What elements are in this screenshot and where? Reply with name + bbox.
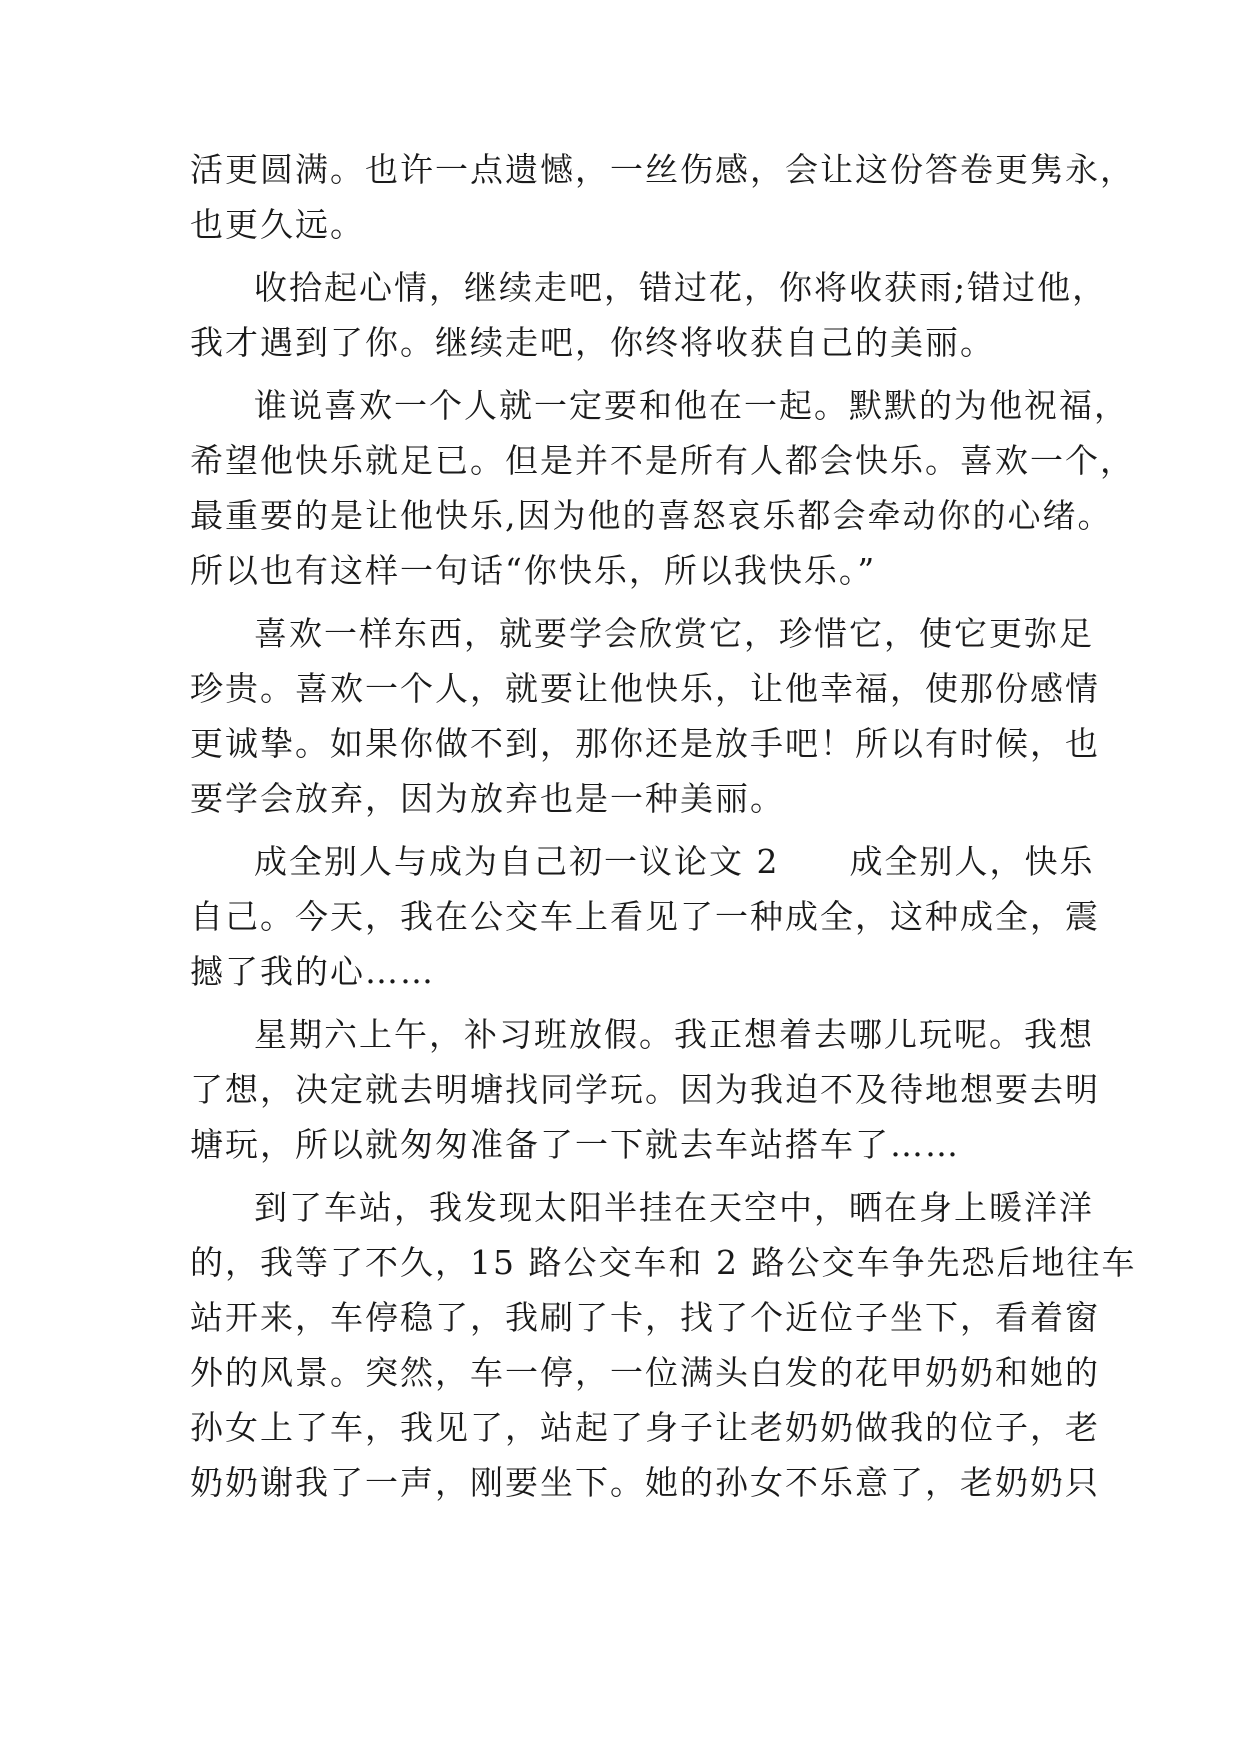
text-line: 站开来，车停稳了，我刷了卡，找了个近位子坐下，看着窗	[190, 1298, 1100, 1337]
text-line: 收拾起心情，继续走吧，错过花，你将收获雨;错过他，	[254, 268, 1108, 307]
text-line: 活更圆满。也许一点遗憾，一丝伤感，会让这份答卷更隽永，	[190, 150, 1135, 189]
text-line: 奶奶谢我了一声，刚要坐下。她的孙女不乐意了，老奶奶只	[190, 1463, 1100, 1502]
text-line: 最重要的是让他快乐,因为他的喜怒哀乐都会牵动你的心绪。	[190, 496, 1113, 535]
text-line: 塘玩，所以就匆匆准备了一下就去车站搭车了……	[190, 1125, 960, 1164]
text-line: 也更久远。	[190, 205, 365, 244]
text-line: 撼了我的心……	[190, 952, 435, 991]
text-line: 星期六上午，补习班放假。我正想着去哪儿玩呢。我想	[254, 1015, 1094, 1054]
text-line: 自己。今天，我在公交车上看见了一种成全，这种成全，震	[190, 897, 1100, 936]
text-line: 谁说喜欢一个人就一定要和他在一起。默默的为他祝福，	[254, 386, 1129, 425]
text-line: 要学会放弃，因为放弃也是一种美丽。	[190, 779, 785, 818]
text-line: 所以也有这样一句话“你快乐，所以我快乐。”	[190, 551, 877, 590]
text-line: 孙女上了车，我见了，站起了身子让老奶奶做我的位子，老	[190, 1408, 1100, 1447]
text-line: 成全别人与成为自己初一议论文 2 成全别人，快乐	[254, 842, 1095, 881]
text-line: 珍贵。喜欢一个人，就要让他快乐，让他幸福，使那份感情	[190, 669, 1100, 708]
text-line: 希望他快乐就足已。但是并不是所有人都会快乐。喜欢一个，	[190, 441, 1135, 480]
text-line: 喜欢一样东西，就要学会欣赏它，珍惜它，使它更弥足	[254, 614, 1094, 653]
text-line: 更诚挚。如果你做不到，那你还是放手吧！所以有时候，也	[190, 724, 1100, 763]
text-line: 到了车站，我发现太阳半挂在天空中，晒在身上暖洋洋	[254, 1188, 1094, 1227]
text-line: 了想，决定就去明塘找同学玩。因为我迫不及待地想要去明	[190, 1070, 1100, 1109]
text-line: 外的风景。突然，车一停，一位满头白发的花甲奶奶和她的	[190, 1353, 1100, 1392]
text-line: 我才遇到了你。继续走吧，你终将收获自己的美丽。	[190, 323, 995, 362]
text-line: 的，我等了不久，15 路公交车和 2 路公交车争先恐后地往车	[190, 1243, 1137, 1282]
